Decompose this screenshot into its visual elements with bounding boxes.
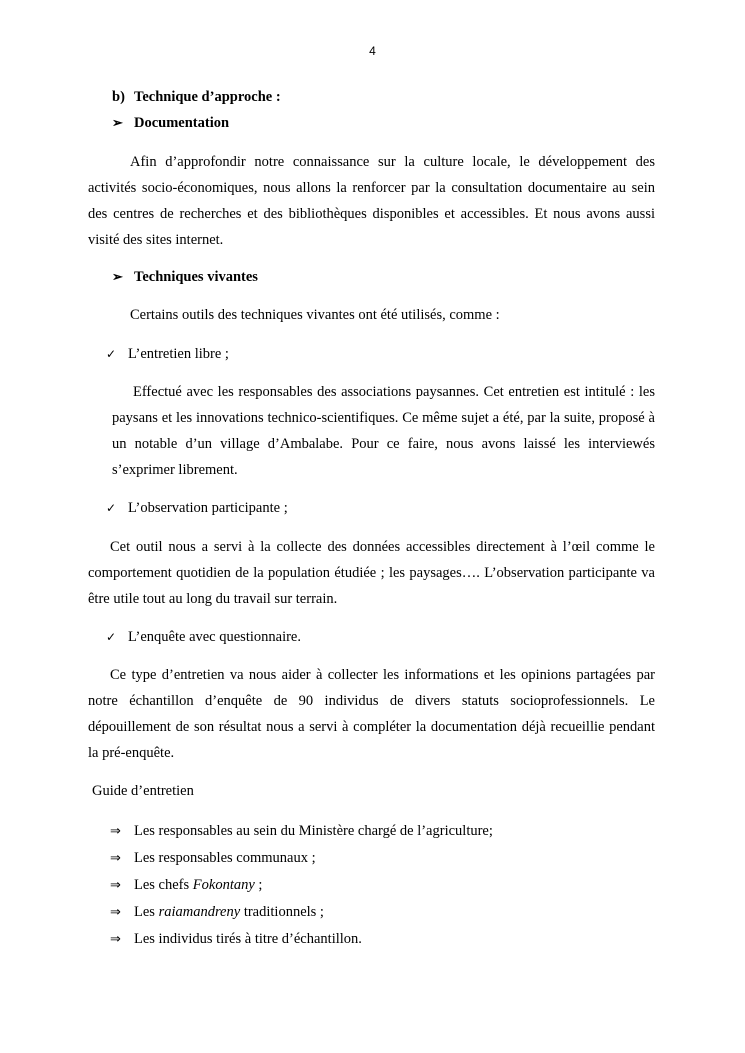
double-arrow-icon: ⇒ [110,905,121,920]
guide-list [110,821,493,956]
guide-item-text: Les responsables communaux ; [134,850,316,866]
guide-item [110,902,493,929]
checkmark-icon: ✓ [106,501,117,515]
tool-heading-entretien-libre [106,346,229,363]
double-arrow-icon: ⇒ [110,878,121,893]
guide-item-text-after: traditionnels ; [240,904,324,920]
double-arrow-icon: ⇒ [110,824,121,839]
arrow-bullet-icon: ➢ [112,115,123,130]
guide-item [110,848,493,875]
documentation-heading [112,115,229,132]
entretien-libre-paragraph: Effectué avec les responsables des associations paysannes. Cet entretien est intitulé : les paysans et les innovations technico-scientifiques. Ce même sujet a été, par la suite, proposé à un notable d’un village d’Ambalabe. Pour ce faire, nous avons laissé les interviewés s’exprimer librement. [112,384,655,478]
enquete-paragraph: Ce type d’entretien va nous aider à collecter les informations et les opinions partagées par notre échantillon d’enquête de 90 individus de divers statuts socioprofessionnels. Le dépouillement de son résultat nous a servi à compléter la documentation déjà recueillie pendant la pré-enquête. [88,667,655,761]
tool-title: L’enquête avec questionnaire. [128,629,301,645]
techniques-intro: Certains outils des techniques vivantes ont été utilisés, comme : [130,307,500,323]
guide-item-text: Les chefs [134,877,193,893]
tool-heading-enquete [106,629,301,646]
checkmark-icon: ✓ [106,347,117,361]
guide-item [110,929,493,956]
double-arrow-icon: ⇒ [110,932,121,947]
guide-item-text: Les [134,904,159,920]
page-number: 4 [369,44,376,58]
section-title: Technique d’approche : [134,89,281,105]
techniques-vivantes-heading [112,269,258,286]
checkmark-icon: ✓ [106,630,117,644]
tool-title: L’entretien libre ; [128,346,229,362]
section-label: b) [112,89,125,105]
arrow-bullet-icon: ➢ [112,269,123,284]
documentation-paragraph: Afin d’approfondir notre connaissance sur la culture locale, le développement des activités socio-économiques, nous allons la renforcer par la consultation documentaire au sein des centres de recherches et des bibliothèques disponibles et accessibles. Et nous avons aussi visité des sites internet. [88,154,655,248]
guide-item-text: Les responsables au sein du Ministère chargé de l’agriculture; [134,823,493,839]
guide-item-text: Les individus tirés à titre d’échantillon. [134,931,362,947]
tool-heading-observation [106,500,288,517]
guide-item [110,821,493,848]
guide-item-italic: Fokontany [192,877,255,893]
guide-item [110,875,493,902]
tool-title: L’observation participante ; [128,500,288,516]
section-heading [112,89,281,106]
observation-paragraph: Cet outil nous a servi à la collecte des données accessibles directement à l’œil comme le comportement quotidien de la population étudiée ; les paysages…. L’observation participante va être utile tout au long du travail sur terrain. [88,539,655,607]
guide-item-italic: raiamandreny [158,904,241,920]
techniques-vivantes-title: Techniques vivantes [134,269,258,285]
guide-item-text-after: ; [254,877,263,893]
documentation-title: Documentation [134,115,230,131]
guide-title: Guide d’entretien [92,783,194,799]
double-arrow-icon: ⇒ [110,851,121,866]
